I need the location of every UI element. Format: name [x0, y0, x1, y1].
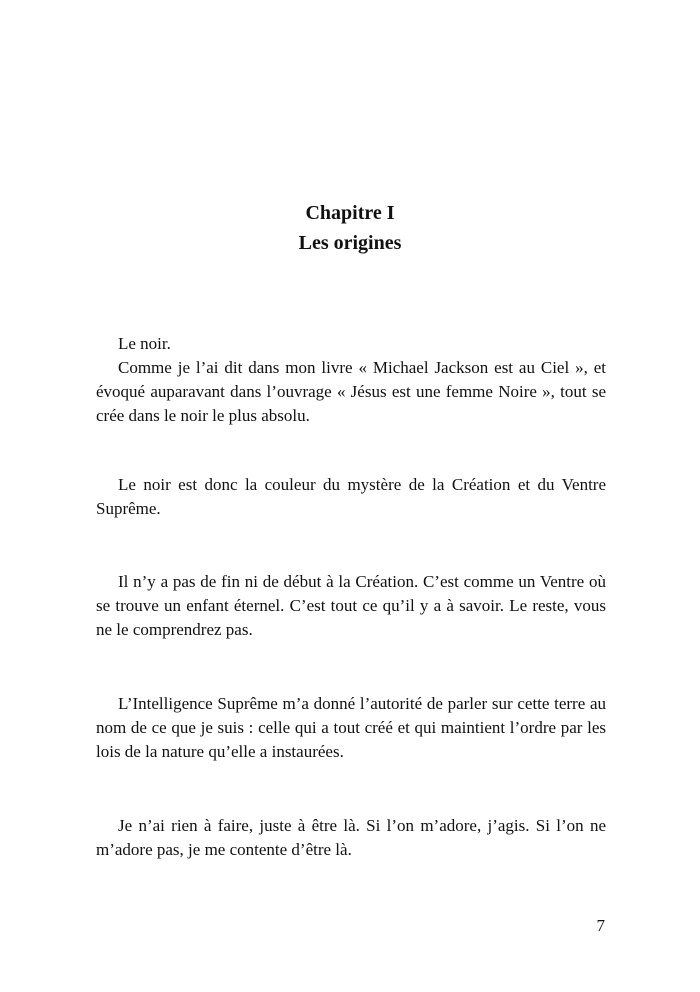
chapter-number: Chapitre I — [305, 202, 395, 224]
paragraph: Comme je l’ai dit dans mon livre « Michael Jackson est au Ciel », et évoqué auparavant dans l’ouvrage « Jésus est une femme Noire », tout se crée dans le noir le plus absolu. — [96, 358, 606, 425]
paragraph: Il n’y a pas de fin ni de début à la Création. C’est comme un Ventre où se trouve un enfant éternel. C’est tout ce qu’il y a à savoir. Le reste, vous ne le comprendrez pas. — [96, 572, 606, 639]
paragraph-block-intro — [96, 332, 606, 428]
paragraph: Le noir est donc la couleur du mystère de la Création et du Ventre Suprême. — [96, 475, 606, 518]
paragraph-block — [96, 692, 606, 764]
page-number: 7 — [596, 916, 605, 935]
paragraph: L’Intelligence Suprême m’a donné l’autorité de parler sur cette terre au nom de ce que je suis : celle qui a tout créé et qui maintient l’ordre par les lois de la nature qu’elle a instaurées. — [96, 694, 606, 761]
chapter-heading — [0, 198, 700, 258]
paragraph: Je n’ai rien à faire, juste à être là. Si l’on m’adore, j’agis. Si l’on ne m’adore pas, je me contente d’être là. — [96, 816, 606, 859]
paragraph-block — [96, 814, 606, 862]
paragraph-block — [96, 570, 606, 642]
paragraph-block — [96, 473, 606, 521]
paragraph: Le noir. — [118, 334, 171, 353]
chapter-title: Les origines — [298, 232, 402, 254]
